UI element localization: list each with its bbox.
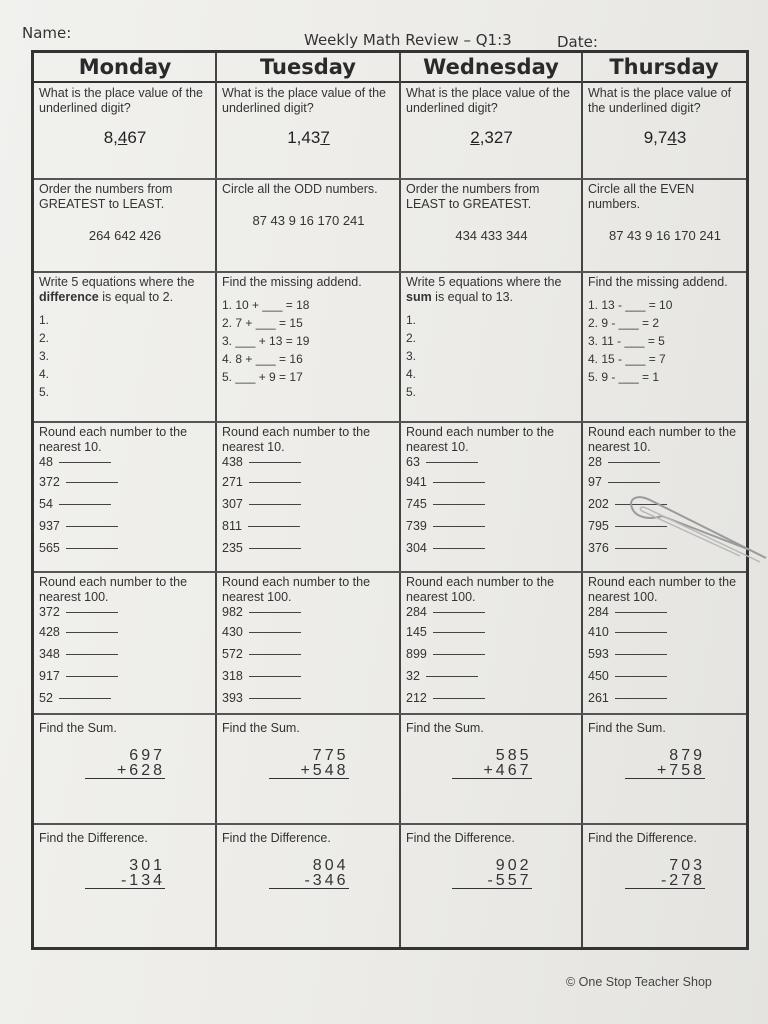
- missing-addend-prompt: Find the missing addend.: [222, 275, 362, 289]
- list-item: 1.: [39, 313, 50, 327]
- sum-cell-thursday: [583, 715, 746, 823]
- answer-blank: [66, 548, 118, 549]
- number-set: 264 642 426: [88, 228, 162, 243]
- addition-problem: 879 +758: [625, 748, 705, 779]
- round-100-prompt: Round each number to the nearest 100.: [39, 575, 188, 604]
- answer-blank: [608, 482, 660, 483]
- missing-addend-cell-tuesday: [217, 273, 399, 421]
- round-item: 52: [39, 687, 211, 709]
- place-value-prompt: What is the place value of the underlined digit?: [588, 86, 732, 115]
- difference-cell-monday: [34, 825, 215, 947]
- answer-blank: [59, 698, 111, 699]
- round-100-cell-monday: [34, 573, 215, 713]
- underlined-digit: 2: [470, 128, 480, 147]
- subtraction-problem: 804 -346: [269, 858, 349, 889]
- place-value-prompt: What is the place value of the underlined digit?: [406, 86, 570, 115]
- round-item: 48: [39, 455, 211, 471]
- number-set: 87 43 9 16 170 241: [252, 213, 365, 228]
- answer-blank: [249, 462, 301, 463]
- sum-prompt: Find the Sum.: [588, 721, 666, 735]
- copyright-notice: © One Stop Teacher Shop: [566, 975, 712, 989]
- subtraction-problem: 902 -557: [452, 858, 532, 889]
- underlined-digit: 4: [667, 128, 677, 147]
- underlined-digit: 7: [320, 128, 330, 147]
- answer-blank: [249, 676, 301, 677]
- order-prompt: Order the numbers from LEAST to GREATEST.: [406, 182, 540, 211]
- round-10-cell-monday: [34, 423, 215, 571]
- round-100-prompt: Round each number to the nearest 100.: [222, 575, 371, 604]
- round-item: 565: [39, 537, 211, 559]
- number-set: 87 43 9 16 170 241: [608, 228, 722, 243]
- list-item: 4.: [39, 367, 50, 381]
- subtraction-problem: 703 -278: [625, 858, 705, 889]
- answer-blank: [433, 482, 485, 483]
- answer-blank: [249, 504, 301, 505]
- round-item: 284: [588, 605, 742, 621]
- order-numbers-cell-wednesday: [401, 180, 581, 271]
- round-item: 393: [222, 687, 395, 709]
- round-item: 438: [222, 455, 395, 471]
- odd-prompt: Circle all the ODD numbers.: [222, 182, 378, 196]
- round-item: 202: [588, 493, 742, 515]
- answer-blank: [66, 632, 118, 633]
- difference-prompt: Find the Difference.: [588, 831, 697, 845]
- odd-numbers-cell-tuesday: [217, 180, 399, 271]
- equation-item: 1. 10 + ___ = 18: [222, 298, 310, 312]
- equations-prompt: Write 5 equations where the sum is equal to 13.: [406, 275, 562, 304]
- round-item: 430: [222, 621, 395, 643]
- round-item: 372: [39, 605, 211, 621]
- place-value-prompt: What is the place value of the underlined digit?: [39, 86, 203, 115]
- round-10-cell-tuesday: [217, 423, 399, 571]
- round-100-prompt: Round each number to the nearest 100.: [406, 575, 555, 604]
- missing-addend-cell-thursday: [583, 273, 746, 421]
- equations-prompt: Write 5 equations where the difference is equal to 2.: [39, 275, 195, 304]
- round-item: 97: [588, 471, 742, 493]
- round-100-cell-thursday: [583, 573, 746, 713]
- place-value-prompt: What is the place value of the underlined digit?: [222, 86, 386, 115]
- round-100-cell-wednesday: [401, 573, 581, 713]
- answer-blank: [433, 612, 485, 613]
- place-value-cell-thursday: [583, 84, 746, 178]
- round-item: 318: [222, 665, 395, 687]
- round-item: 593: [588, 643, 742, 665]
- addition-problem: 697 +628: [85, 748, 165, 779]
- even-prompt: Circle all the EVEN numbers.: [588, 182, 695, 211]
- difference-cell-wednesday: [401, 825, 581, 947]
- equations-cell-wednesday: [401, 273, 581, 421]
- answer-blank: [249, 482, 301, 483]
- round-10-prompt: Round each number to the nearest 10.: [588, 425, 737, 454]
- answer-blank: [66, 654, 118, 655]
- round-item: 271: [222, 471, 395, 493]
- round-item: 304: [406, 537, 577, 559]
- answer-blank: [249, 548, 301, 549]
- round-item: 32: [406, 665, 577, 687]
- answer-blank: [615, 632, 667, 633]
- date-label: Date:: [557, 33, 598, 51]
- place-value-number: 2,327: [470, 128, 513, 147]
- answer-blank: [249, 632, 301, 633]
- list-item: 5.: [39, 385, 50, 399]
- round-item: 145: [406, 621, 577, 643]
- round-item: 235: [222, 537, 395, 559]
- answer-blank: [615, 676, 667, 677]
- equation-item: 5. 9 - ___ = 1: [588, 370, 660, 384]
- round-10-prompt: Round each number to the nearest 10.: [406, 425, 555, 454]
- place-value-number: 9,743: [643, 128, 687, 147]
- answer-blank: [426, 462, 478, 463]
- sum-prompt: Find the Sum.: [39, 721, 117, 735]
- subtraction-problem: 301 -134: [85, 858, 165, 889]
- difference-cell-tuesday: [217, 825, 399, 947]
- round-item: 376: [588, 537, 742, 559]
- answer-blank: [608, 462, 660, 463]
- round-10-cell-wednesday: [401, 423, 581, 571]
- round-item: 937: [39, 515, 211, 537]
- equation-item: 1. 13 - ___ = 10: [588, 298, 673, 312]
- place-value-cell-tuesday: [217, 84, 399, 178]
- number-set: 434 433 344: [455, 228, 528, 243]
- round-item: 410: [588, 621, 742, 643]
- list-item: 3.: [39, 349, 50, 363]
- name-label: Name:: [22, 24, 72, 42]
- answer-blank: [433, 632, 485, 633]
- equation-item: 4. 15 - ___ = 7: [588, 352, 666, 366]
- round-item: 739: [406, 515, 577, 537]
- underlined-digit: 4: [117, 128, 128, 147]
- difference-prompt: Find the Difference.: [222, 831, 331, 845]
- list-item: 2.: [406, 331, 417, 345]
- answer-blank: [248, 526, 300, 527]
- equations-cell-monday: [34, 273, 215, 421]
- round-item: 28: [588, 455, 742, 471]
- answer-blank: [59, 504, 111, 505]
- answer-blank: [615, 698, 667, 699]
- day-monday: Monday: [78, 55, 172, 79]
- sum-prompt: Find the Sum.: [222, 721, 300, 735]
- round-100-prompt: Round each number to the nearest 100.: [588, 575, 737, 604]
- round-item: 450: [588, 665, 742, 687]
- answer-blank: [249, 698, 301, 699]
- round-item: 428: [39, 621, 211, 643]
- sum-cell-monday: [34, 715, 215, 823]
- place-value-cell-monday: [34, 84, 215, 178]
- round-100-cell-tuesday: [217, 573, 399, 713]
- equation-item: 4. 8 + ___ = 16: [222, 352, 303, 366]
- list-item: 3.: [406, 349, 417, 363]
- answer-blank: [249, 612, 301, 613]
- paper-clip-icon: [610, 490, 768, 570]
- equation-item: 2. 7 + ___ = 15: [222, 316, 303, 330]
- round-item: 212: [406, 687, 577, 709]
- answer-blank: [249, 654, 301, 655]
- order-prompt: Order the numbers from GREATEST to LEAST.: [39, 182, 173, 211]
- answer-blank: [66, 612, 118, 613]
- sum-prompt: Find the Sum.: [406, 721, 484, 735]
- equation-item: 2. 9 - ___ = 2: [588, 316, 660, 330]
- round-item: 572: [222, 643, 395, 665]
- round-item: 63: [406, 455, 577, 471]
- round-item: 348: [39, 643, 211, 665]
- difference-cell-thursday: [583, 825, 746, 947]
- answer-blank: [433, 654, 485, 655]
- place-value-number: 1,437: [287, 128, 330, 147]
- answer-blank: [66, 676, 118, 677]
- difference-prompt: Find the Difference.: [406, 831, 515, 845]
- round-item: 811: [222, 515, 395, 537]
- list-item: 2.: [39, 331, 50, 345]
- round-item: 941: [406, 471, 577, 493]
- worksheet-title: Weekly Math Review – Q1:3: [304, 31, 512, 49]
- answer-blank: [615, 612, 667, 613]
- difference-prompt: Find the Difference.: [39, 831, 148, 845]
- answer-blank: [433, 698, 485, 699]
- list-item: 4.: [406, 367, 417, 381]
- answer-blank: [59, 462, 111, 463]
- order-numbers-cell-monday: [34, 180, 215, 271]
- even-numbers-cell-thursday: [583, 180, 746, 271]
- round-item: 899: [406, 643, 577, 665]
- equation-item: 5. ___ + 9 = 17: [222, 370, 303, 384]
- list-item: 5.: [406, 385, 417, 399]
- answer-blank: [66, 482, 118, 483]
- sum-cell-wednesday: [401, 715, 581, 823]
- round-item: 372: [39, 471, 211, 493]
- equation-item: 3. ___ + 13 = 19: [222, 334, 310, 348]
- round-10-prompt: Round each number to the nearest 10.: [39, 425, 188, 454]
- round-item: 261: [588, 687, 742, 709]
- place-value-cell-wednesday: [401, 84, 581, 178]
- round-item: 54: [39, 493, 211, 515]
- round-item: 307: [222, 493, 395, 515]
- round-item: 917: [39, 665, 211, 687]
- answer-blank: [433, 504, 485, 505]
- round-item: 982: [222, 605, 395, 621]
- place-value-number: 8,467: [103, 128, 147, 147]
- addition-problem: 775 +548: [269, 748, 349, 779]
- day-tuesday: Tuesday: [260, 55, 356, 79]
- answer-blank: [433, 526, 485, 527]
- day-header-row: [34, 53, 746, 83]
- answer-blank: [433, 548, 485, 549]
- answer-blank: [615, 654, 667, 655]
- round-10-prompt: Round each number to the nearest 10.: [222, 425, 371, 454]
- round-item: 284: [406, 605, 577, 621]
- missing-addend-prompt: Find the missing addend.: [588, 275, 728, 289]
- addition-problem: 585 +467: [452, 748, 532, 779]
- round-item: 745: [406, 493, 577, 515]
- day-wednesday: Wednesday: [423, 55, 559, 79]
- answer-blank: [66, 526, 118, 527]
- day-thursday: Thursday: [609, 55, 719, 79]
- answer-blank: [426, 676, 478, 677]
- round-item: 795: [588, 515, 742, 537]
- sum-cell-tuesday: [217, 715, 399, 823]
- equation-item: 3. 11 - ___ = 5: [588, 334, 665, 348]
- list-item: 1.: [406, 313, 417, 327]
